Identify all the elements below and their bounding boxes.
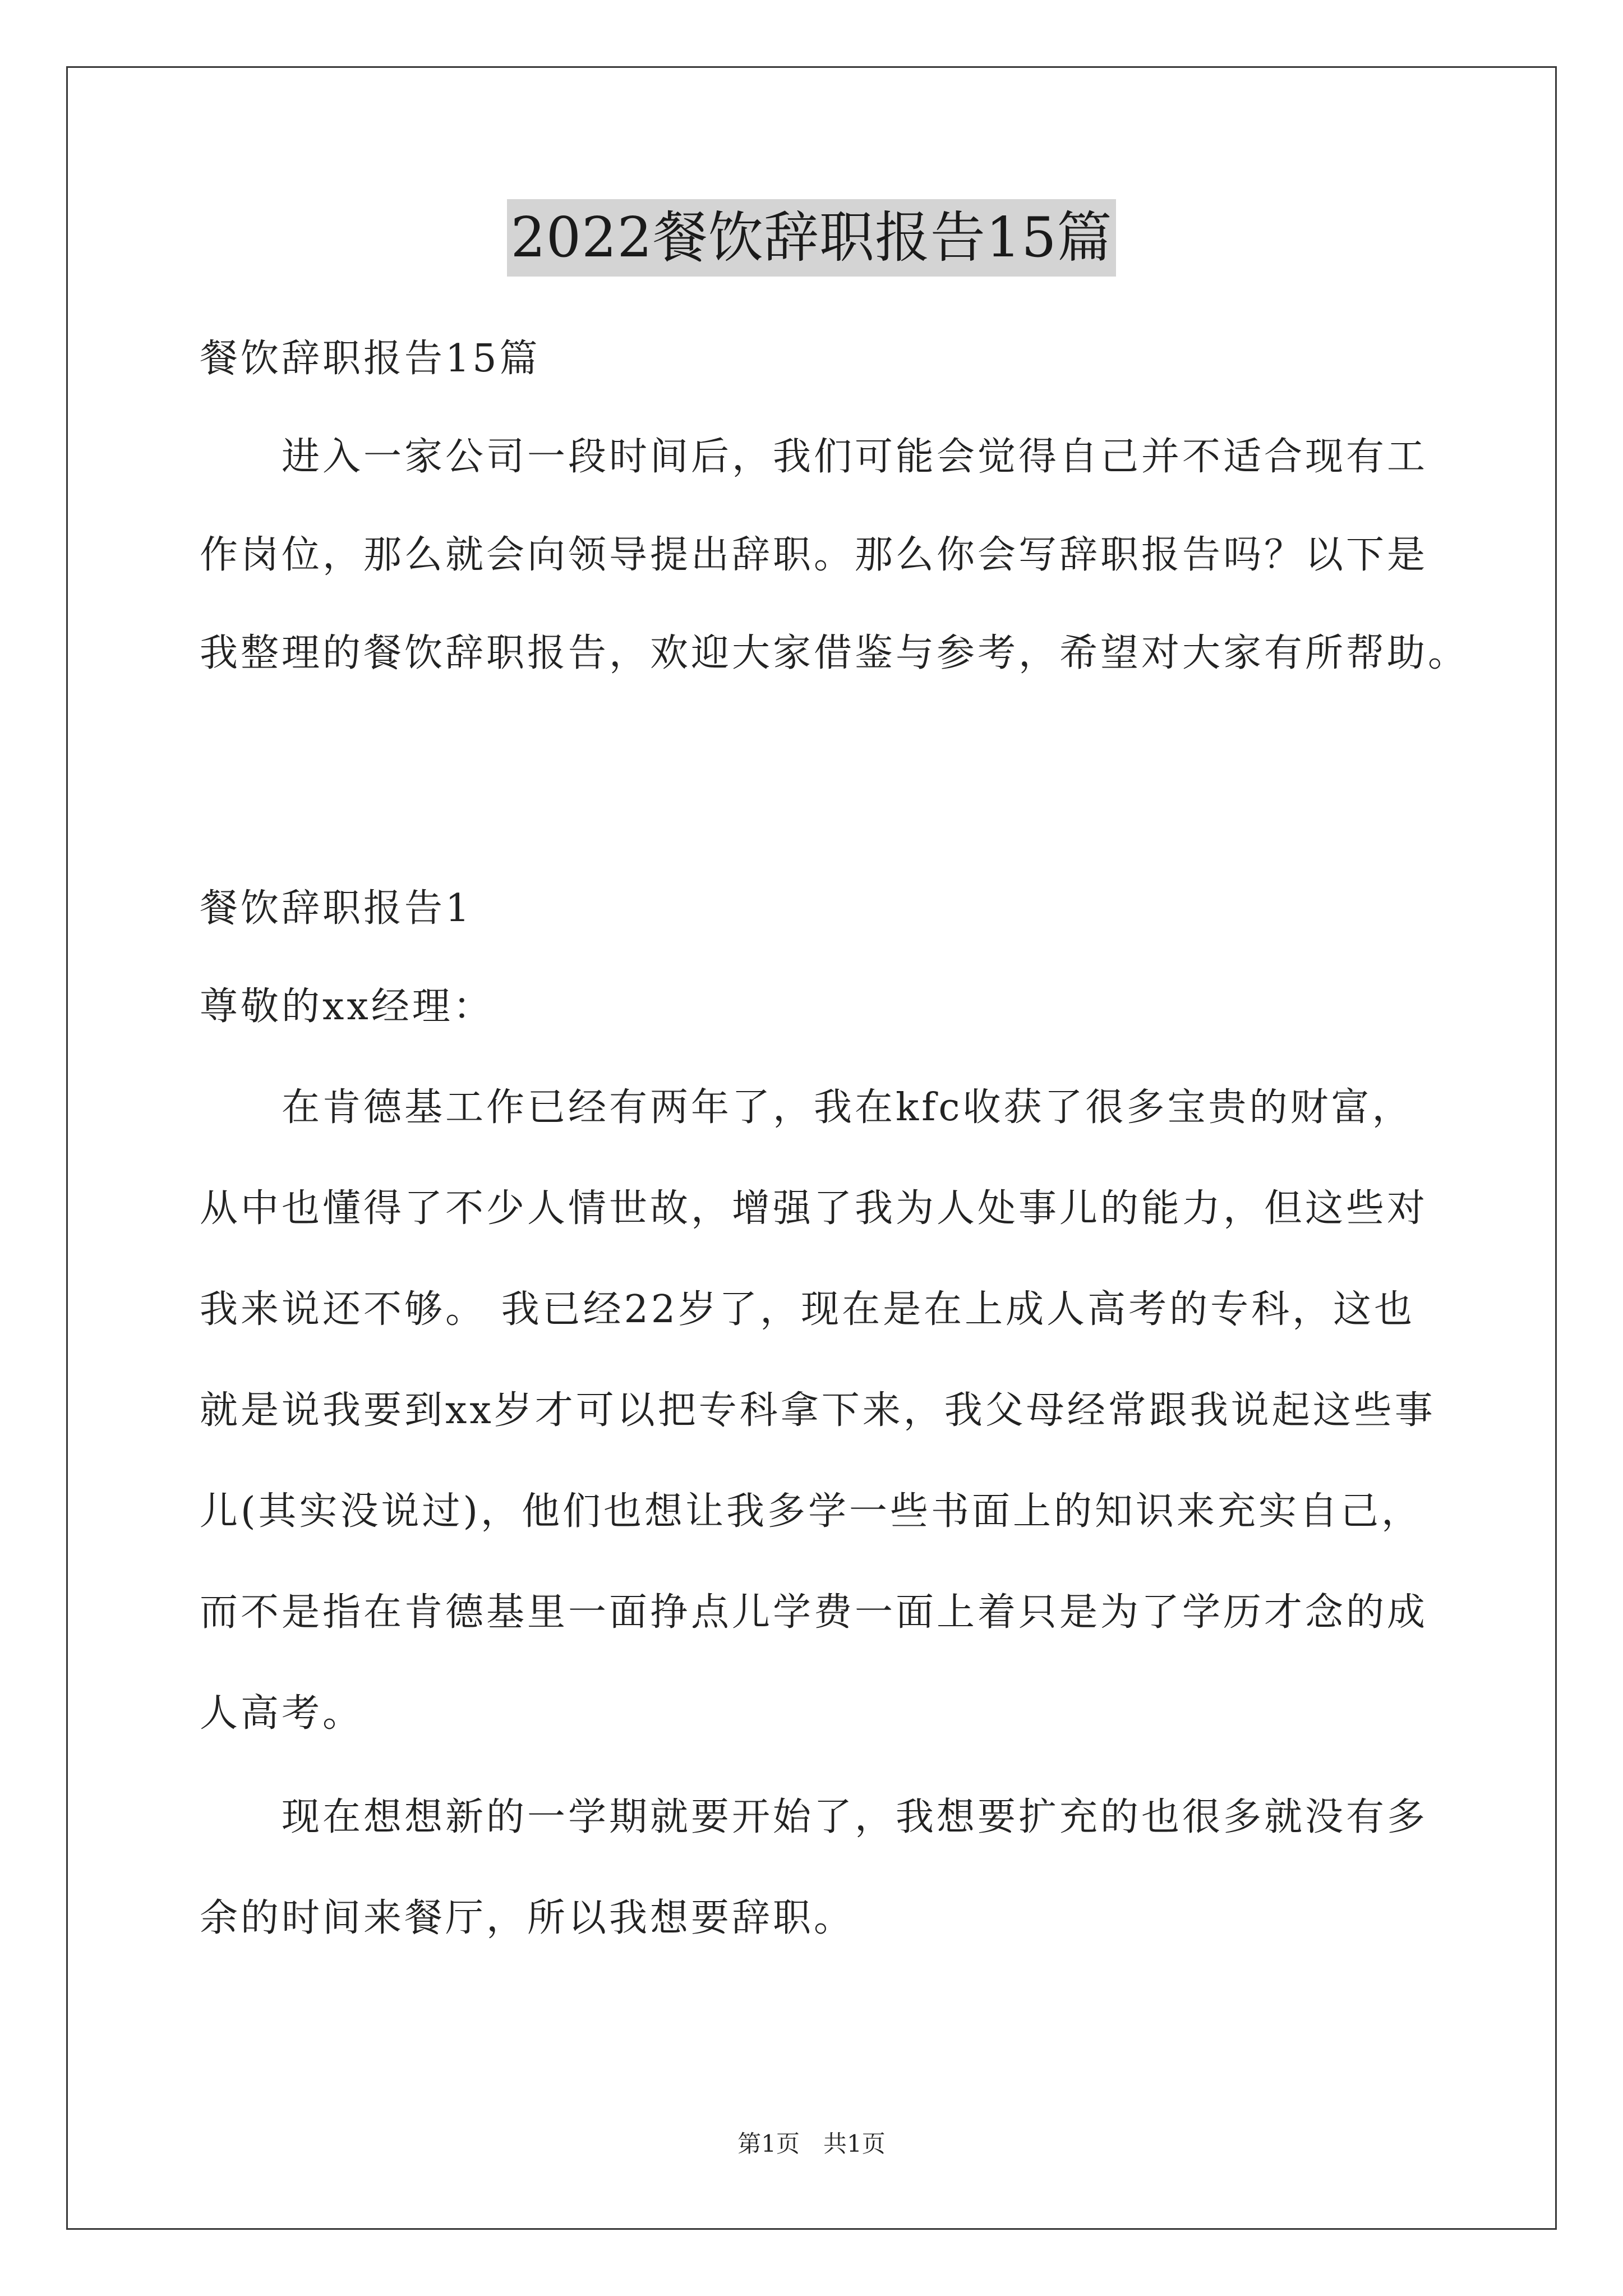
intro-line-2: 作岗位，那么就会向领导提出辞职。那么你会写辞职报告吗？以下是 xyxy=(200,533,1428,577)
paragraph1-line-4: 就是说我要到xx岁才可以把专科拿下来，我父母经常跟我说起这些事 xyxy=(200,1388,1436,1433)
intro-line-3: 我整理的餐饮辞职报告，欢迎大家借鉴与参考，希望对大家有所帮助。 xyxy=(200,631,1469,675)
paragraph2-line-1: 现在想想新的一学期就要开始了，我想要扩充的也很多就没有多 xyxy=(200,1795,1428,1839)
paragraph2-line-2: 余的时间来餐厅，所以我想要辞职。 xyxy=(200,1896,855,1940)
intro-line-1: 进入一家公司一段时间后，我们可能会觉得自己并不适合现有工 xyxy=(200,435,1428,479)
paragraph1-line-5: 儿(其实没说过)，他们也想让我多学一些书面上的知识来充实自己， xyxy=(200,1489,1423,1534)
paragraph1-line-3: 我来说还不够。 我已经22岁了，现在是在上成人高考的专科，这也 xyxy=(200,1287,1415,1332)
page-footer: 第1页 共1页 xyxy=(737,2130,886,2157)
salutation: 尊敬的xx经理： xyxy=(200,984,494,1029)
section-heading: 餐饮辞职报告1 xyxy=(200,886,473,931)
document-subtitle: 餐饮辞职报告15篇 xyxy=(200,337,541,381)
paragraph1-line-1: 在肯德基工作已经有两年了，我在kfc收获了很多宝贵的财富， xyxy=(200,1085,1413,1130)
document-title: 2022餐饮辞职报告15篇 xyxy=(507,199,1115,277)
paragraph1-line-6: 而不是指在肯德基里一面挣点儿学费一面上着只是为了学历才念的成 xyxy=(200,1590,1428,1635)
title-container xyxy=(0,199,1623,277)
paragraph1-line-7: 人高考。 xyxy=(200,1691,364,1736)
paragraph1-line-2: 从中也懂得了不少人情世故，增强了我为人处事儿的能力，但这些对 xyxy=(200,1186,1428,1231)
